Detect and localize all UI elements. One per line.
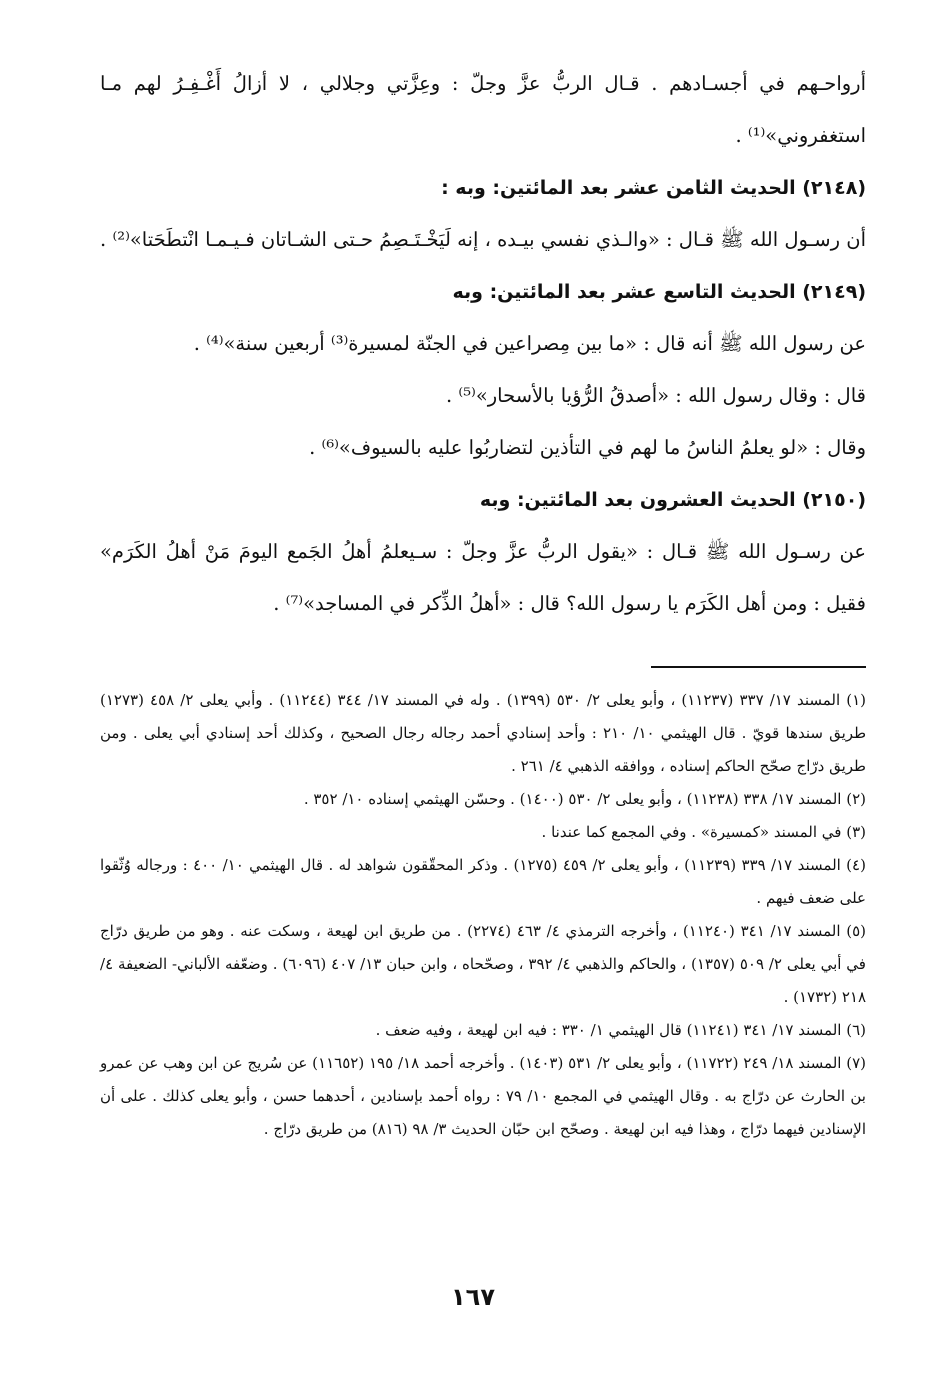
- paragraph: أرواحـهم في أجسـادهم . قـال الربُّ عزَّ وجلّ : وعِزَّتي وجلالي ، لا أزالُ أَغْـفِـرُ لهم مـا استغفروني»⁽¹⁾ .: [100, 72, 866, 147]
- paragraph: أن رسـول الله ﷺ قـال : «والـذي نفسي بيـده ، إنه لَيَخْـتَـصِمُ حـتى الشـاتان فـيـمـا انْتطَحَتا»⁽²⁾ .: [100, 228, 866, 251]
- footnote: (٧) المسند ١٨/ ٢٤٩ (١١٧٢٢) ، وأبو يعلى ٢/ ٥٣١ (١٤٠٣) . وأخرجه أحمد ١٨/ ١٩٥ (١١٦٥٢) عن سُريج عن ابن وهب عن عمرو بن الحارث عن درّاج به . وقال الهيثمي في المجمع ١٠/ ٧٩ : رواه أحمد بإسنادين ، أحدهما حسن ، وأبو يعلى كذلك . على أن الإسنادين فيهما درّاج ، وهذا فيه ابن لهيعة . وصحّح ابن حبّان الحديث ٣/ ٩٨ (٨١٦) من طريق درّاج .: [100, 1054, 866, 1138]
- footnote: (٣) في المسند «كمسيرة» . وفي المجمع كما عندنا .: [541, 823, 866, 841]
- paragraph: وقال : «لو يعلمُ الناسُ ما لهم في التأذين لتضاربُوا عليه بالسيوف»⁽⁶⁾ .: [309, 436, 866, 459]
- footnotes: [100, 684, 866, 1146]
- main-text: [100, 58, 866, 630]
- footnote: (٥) المسند ١٧/ ٣٤١ (١١٢٤٠) ، وأخرجه الترمذي ٤/ ٤٦٣ (٢٢٧٤) . من طريق ابن لهيعة ، وسكت عنه . وهو من طريق درّاج في أبي يعلى ٢/ ٥٠٩ (١٣٥٧) ، والحاكم والذهبي ٤/ ٣٩٢ ، وصحّحاه ، وابن حبان ١٣/ ٤٠٧ (٦٠٩٦) . وضعّفه الألباني- الضعيفة ٤/ ٢١٨ (١٧٣٢) .: [100, 922, 866, 1006]
- paragraph: عن رسول الله ﷺ أنه قال : «ما بين مِصراعين في الجنّة لمسيرة⁽³⁾ أربعين سنة»⁽⁴⁾ .: [193, 332, 866, 355]
- paragraph: عن رسـول الله ﷺ قـال : «يقول الربُّ عزَّ وجلّ : سـيعلمُ أهلُ الجَمع اليومَ مَنْ أهلُ الكَرَم» فقيل : ومن أهل الكَرَم يا رسول الله؟ قال : «أهلُ الذِّكر في المساجد»⁽⁷⁾ .: [100, 540, 866, 615]
- footnote: (١) المسند ١٧/ ٣٣٧ (١١٢٣٧) ، وأبو يعلى ٢/ ٥٣٠ (١٣٩٩) . وله في المسند ١٧/ ٣٤٤ (١١٢٤٤) . وأبي يعلى ٢/ ٤٥٨ (١٢٧٣) طريق سندها قويّ . قال الهيثمي ١٠/ ٢١٠ : وأحد إسنادي أحمد رجاله رجال الصحيح ، وكذلك أحد إسنادي أبي يعلى . ومن طريق درّاج صحّح الحاكم إسناده ، ووافقه الذهبي ٤/ ٢٦١ .: [100, 691, 867, 775]
- footnote: (٦) المسند ١٧/ ٣٤١ (١١٢٤١) قال الهيثمي ١/ ٣٣٠ : فيه ابن لهيعة ، وفيه ضعف .: [375, 1021, 866, 1039]
- footnote-divider: [651, 666, 866, 668]
- page-number: ١٦٧: [451, 1283, 495, 1311]
- hadith-heading: (٢١٤٨) الحديث الثامن عشر بعد المائتين: وبه :: [441, 177, 866, 199]
- hadith-heading: (٢١٤٩) الحديث التاسع عشر بعد المائتين: وبه: [452, 281, 866, 303]
- hadith-heading: (٢١٥٠) الحديث العشرون بعد المائتين: وبه: [479, 489, 866, 511]
- footnote: (٤) المسند ١٧/ ٣٣٩ (١١٢٣٩) ، وأبو يعلى ٢/ ٤٥٩ (١٢٧٥) . وذكر المحقّقون شواهد له . قال الهيثمي ١٠/ ٤٠٠ : ورجاله وُثّقوا على ضعف فيهم .: [100, 856, 866, 907]
- footnote: (٢) المسند ١٧/ ٣٣٨ (١١٢٣٨) ، وأبو يعلى ٢/ ٥٣٠ (١٤٠٠) . وحسّن الهيثمي إسناده ١٠/ ٣٥٢ .: [303, 790, 866, 808]
- paragraph: قال : وقال رسول الله : «أصدقُ الرُّؤيا بالأسحار»⁽⁵⁾ .: [446, 384, 866, 407]
